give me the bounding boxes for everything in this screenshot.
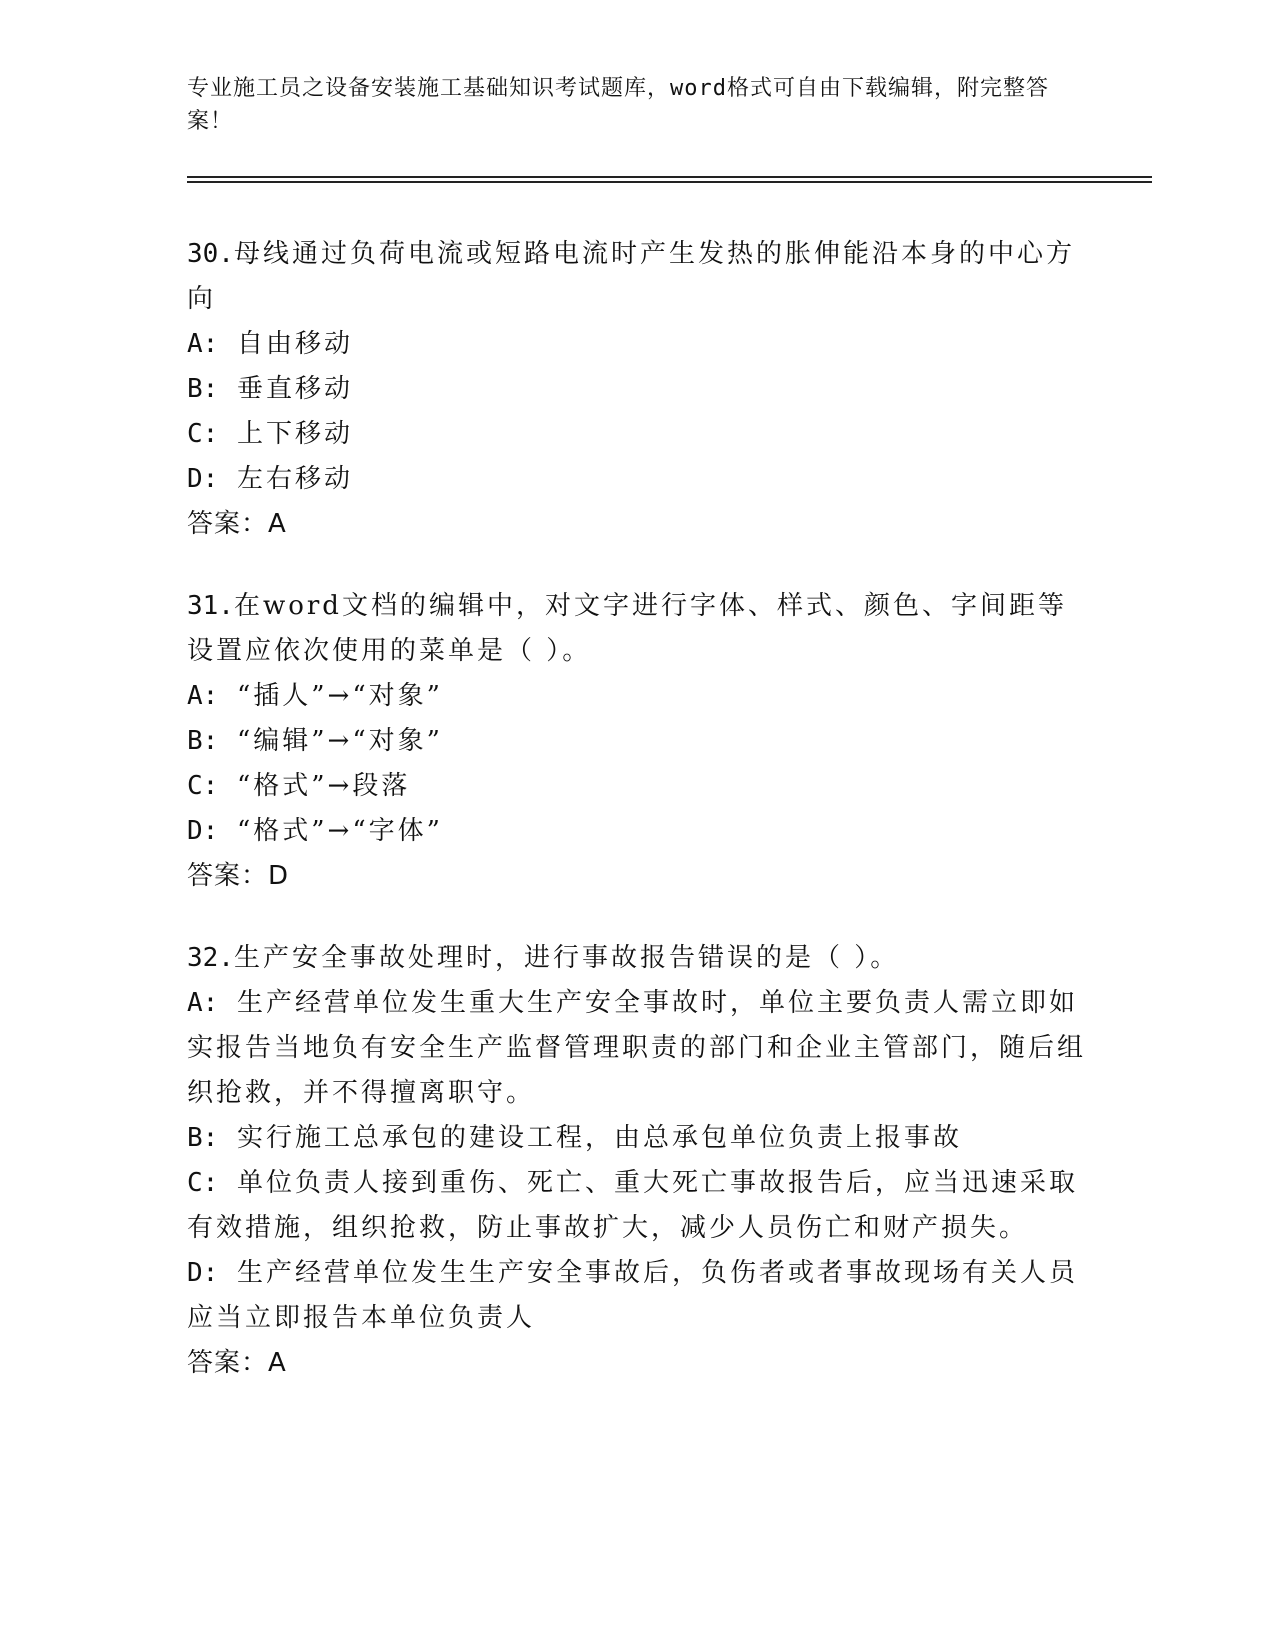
question-list xyxy=(187,232,1087,1423)
option-b xyxy=(187,719,1087,764)
option-text: “格式”→段落 xyxy=(236,771,411,801)
option-d xyxy=(187,809,1087,854)
option-d xyxy=(187,457,1087,502)
option-text: 生产经营单位发生生产安全事故后，负伤者或者事故现场有关人员应当立即报告本单位负责人 xyxy=(187,1258,1078,1333)
question-number: 32. xyxy=(187,943,234,973)
option-text: “插人”→“对象” xyxy=(236,681,443,711)
question-number: 31. xyxy=(187,591,234,621)
option-letter: B: xyxy=(187,374,219,404)
option-letter: C: xyxy=(187,419,219,449)
option-letter: B: xyxy=(187,726,219,756)
header-divider-bottom xyxy=(187,181,1152,183)
option-c xyxy=(187,412,1087,457)
answer-value: D xyxy=(268,861,290,891)
option-text: “格式”→“字体” xyxy=(236,816,443,846)
header-title: 专业施工员之设备安装施工基础知识考试题库，word格式可自由下载编辑，附完整答案！ xyxy=(187,76,1049,134)
answer-label: 答案： xyxy=(187,509,269,539)
option-text: 单位负责人接到重伤、死亡、重大死亡事故报告后，应当迅速采取有效措施，组织抢救，防止事故扩大，减少人员伤亡和财产损失。 xyxy=(187,1168,1078,1243)
answer-label: 答案： xyxy=(187,1348,269,1378)
question-stem xyxy=(187,936,1087,981)
option-letter: A: xyxy=(187,681,219,711)
option-a xyxy=(187,981,1087,1116)
answer-line xyxy=(187,502,1087,547)
answer-value: A xyxy=(268,509,287,539)
option-text: 实行施工总承包的建设工程，由总承包单位负责上报事故 xyxy=(236,1123,962,1153)
question-stem xyxy=(187,232,1087,322)
option-text: 垂直移动 xyxy=(236,374,353,404)
option-text: 上下移动 xyxy=(236,419,353,449)
answer-value: A xyxy=(268,1348,287,1378)
option-text: 生产经营单位发生重大生产安全事故时，单位主要负责人需立即如实报告当地负有安全生产监督管理职责的部门和企业主管部门，随后组织抢救，并不得擅离职守。 xyxy=(187,988,1087,1108)
option-b xyxy=(187,367,1087,412)
option-letter: A: xyxy=(187,988,219,1018)
question-text: 生产安全事故处理时，进行事故报告错误的是（ ）。 xyxy=(233,943,900,973)
question-32 xyxy=(187,936,1087,1386)
option-text: “编辑”→“对象” xyxy=(236,726,443,756)
question-number: 30. xyxy=(187,239,234,269)
question-31 xyxy=(187,584,1087,899)
option-letter: A: xyxy=(187,329,219,359)
option-text: 左右移动 xyxy=(236,464,353,494)
option-letter: C: xyxy=(187,771,219,801)
option-a xyxy=(187,674,1087,719)
question-text: 在word文档的编辑中，对文字进行字体、样式、颜色、字间距等设置应依次使用的菜单是（ ）。 xyxy=(187,591,1067,666)
option-a xyxy=(187,322,1087,367)
question-stem xyxy=(187,584,1087,674)
option-c xyxy=(187,1161,1087,1251)
header-divider-top xyxy=(187,176,1152,178)
option-letter: D: xyxy=(187,464,219,494)
answer-line xyxy=(187,854,1087,899)
option-text: 自由移动 xyxy=(236,329,353,359)
option-letter: B: xyxy=(187,1123,219,1153)
option-c xyxy=(187,764,1087,809)
option-letter: C: xyxy=(187,1168,219,1198)
document-header xyxy=(187,72,1067,138)
answer-label: 答案： xyxy=(187,861,269,891)
option-b xyxy=(187,1116,1087,1161)
option-d xyxy=(187,1251,1087,1341)
question-text: 母线通过负荷电流或短路电流时产生发热的胀伸能沿本身的中心方向 xyxy=(187,239,1075,314)
question-30 xyxy=(187,232,1087,547)
answer-line xyxy=(187,1341,1087,1386)
option-letter: D: xyxy=(187,816,219,846)
option-letter: D: xyxy=(187,1258,219,1288)
